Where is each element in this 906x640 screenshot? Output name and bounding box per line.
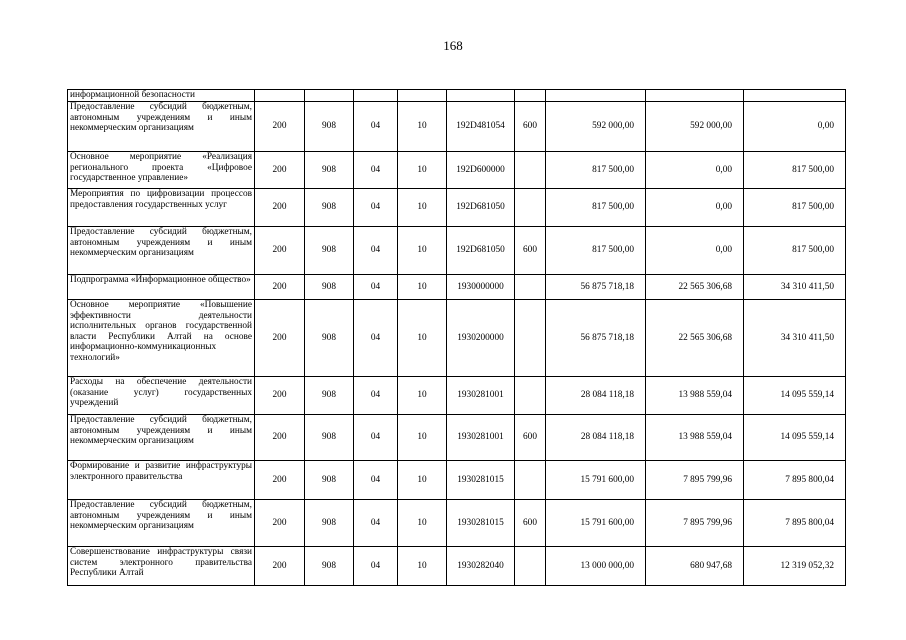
cell-department-code: 908: [305, 189, 354, 227]
cell-target-article-code: [447, 90, 515, 102]
table-row: [68, 102, 846, 152]
cell-expense-type-code: [515, 189, 546, 227]
table-row: [68, 300, 846, 377]
cell-admin-code: 200: [255, 189, 305, 227]
cell-expense-type-code: [515, 275, 546, 300]
cell-admin-code: 200: [255, 102, 305, 152]
cell-admin-code: [255, 90, 305, 102]
cell-amount-1: 15 791 600,00: [546, 500, 646, 547]
cell-description: Предоставление субсидий бюджетным, автономным учреждениям и иным некоммерческим организациям: [68, 415, 255, 461]
cell-description: Основное мероприятие «Реализация регионального проекта «Цифровое государственное управление»: [68, 152, 255, 189]
cell-department-code: 908: [305, 415, 354, 461]
cell-description: Предоставление субсидий бюджетным, автономным учреждениям и иным некоммерческим организациям: [68, 102, 255, 152]
cell-expense-type-code: 600: [515, 102, 546, 152]
cell-amount-2: 0,00: [646, 189, 744, 227]
cell-admin-code: 200: [255, 461, 305, 500]
cell-subsection-code: 10: [398, 377, 447, 415]
table-row: [68, 189, 846, 227]
cell-amount-3: 0,00: [744, 102, 846, 152]
cell-description: Подпрограмма «Информационное общество»: [68, 275, 255, 300]
cell-amount-3: [744, 90, 846, 102]
cell-subsection-code: 10: [398, 500, 447, 547]
cell-expense-type-code: [515, 547, 546, 586]
table-row: [68, 415, 846, 461]
cell-amount-1: [546, 90, 646, 102]
cell-amount-3: 7 895 800,04: [744, 461, 846, 500]
cell-subsection-code: 10: [398, 547, 447, 586]
cell-subsection-code: [398, 90, 447, 102]
cell-description: Совершенствование инфраструктуры связи систем электронного правительства Республики Алтай: [68, 547, 255, 586]
cell-section-code: 04: [354, 547, 398, 586]
cell-amount-1: 13 000 000,00: [546, 547, 646, 586]
cell-department-code: 908: [305, 461, 354, 500]
cell-target-article-code: 1930200000: [447, 300, 515, 377]
table-row: [68, 461, 846, 500]
cell-amount-1: 28 084 118,18: [546, 415, 646, 461]
cell-target-article-code: 192D481054: [447, 102, 515, 152]
cell-target-article-code: 192D600000: [447, 152, 515, 189]
cell-admin-code: 200: [255, 275, 305, 300]
cell-amount-1: 56 875 718,18: [546, 300, 646, 377]
cell-amount-3: 34 310 411,50: [744, 300, 846, 377]
cell-expense-type-code: [515, 300, 546, 377]
cell-description: Расходы на обеспечение деятельности (оказание услуг) государственных учреждений: [68, 377, 255, 415]
cell-target-article-code: 192D681050: [447, 227, 515, 275]
cell-subsection-code: 10: [398, 461, 447, 500]
cell-amount-2: [646, 90, 744, 102]
cell-description: Предоставление субсидий бюджетным, автономным учреждениям и иным некоммерческим организациям: [68, 227, 255, 275]
cell-target-article-code: 1930281001: [447, 415, 515, 461]
cell-expense-type-code: [515, 461, 546, 500]
cell-section-code: 04: [354, 300, 398, 377]
cell-amount-2: 7 895 799,96: [646, 461, 744, 500]
cell-amount-2: 0,00: [646, 227, 744, 275]
cell-amount-3: 817 500,00: [744, 227, 846, 275]
cell-section-code: 04: [354, 102, 398, 152]
cell-target-article-code: 1930282040: [447, 547, 515, 586]
table-row: [68, 275, 846, 300]
cell-section-code: 04: [354, 377, 398, 415]
cell-expense-type-code: [515, 377, 546, 415]
table-row: [68, 227, 846, 275]
table-row: [68, 90, 846, 102]
cell-amount-1: 28 084 118,18: [546, 377, 646, 415]
cell-admin-code: 200: [255, 300, 305, 377]
cell-amount-1: 592 000,00: [546, 102, 646, 152]
cell-section-code: [354, 90, 398, 102]
cell-target-article-code: 1930281015: [447, 500, 515, 547]
table-row: [68, 547, 846, 586]
cell-department-code: 908: [305, 377, 354, 415]
cell-target-article-code: 1930281015: [447, 461, 515, 500]
cell-section-code: 04: [354, 461, 398, 500]
cell-amount-3: 34 310 411,50: [744, 275, 846, 300]
cell-description: Предоставление субсидий бюджетным, автономным учреждениям и иным некоммерческим организациям: [68, 500, 255, 547]
cell-amount-3: 14 095 559,14: [744, 415, 846, 461]
cell-target-article-code: 192D681050: [447, 189, 515, 227]
cell-amount-3: 817 500,00: [744, 189, 846, 227]
cell-amount-3: 7 895 800,04: [744, 500, 846, 547]
cell-amount-2: 680 947,68: [646, 547, 744, 586]
cell-subsection-code: 10: [398, 152, 447, 189]
cell-expense-type-code: 600: [515, 415, 546, 461]
cell-target-article-code: 1930000000: [447, 275, 515, 300]
cell-amount-1: 817 500,00: [546, 189, 646, 227]
cell-expense-type-code: [515, 152, 546, 189]
cell-amount-2: 13 988 559,04: [646, 415, 744, 461]
cell-admin-code: 200: [255, 415, 305, 461]
cell-amount-1: 817 500,00: [546, 152, 646, 189]
cell-description: Мероприятия по цифровизации процессов предоставления государственных услуг: [68, 189, 255, 227]
cell-description: Формирование и развитие инфраструктуры электронного правительства: [68, 461, 255, 500]
cell-expense-type-code: 600: [515, 227, 546, 275]
cell-amount-2: 22 565 306,68: [646, 275, 744, 300]
cell-department-code: [305, 90, 354, 102]
cell-department-code: 908: [305, 500, 354, 547]
cell-target-article-code: 1930281001: [447, 377, 515, 415]
cell-subsection-code: 10: [398, 275, 447, 300]
cell-amount-1: 817 500,00: [546, 227, 646, 275]
cell-section-code: 04: [354, 415, 398, 461]
cell-amount-2: 13 988 559,04: [646, 377, 744, 415]
cell-amount-1: 56 875 718,18: [546, 275, 646, 300]
cell-section-code: 04: [354, 189, 398, 227]
cell-subsection-code: 10: [398, 189, 447, 227]
budget-table: [67, 89, 846, 586]
cell-amount-2: 592 000,00: [646, 102, 744, 152]
cell-amount-3: 14 095 559,14: [744, 377, 846, 415]
cell-amount-2: 7 895 799,96: [646, 500, 744, 547]
cell-section-code: 04: [354, 500, 398, 547]
page-number: 168: [443, 38, 463, 53]
cell-amount-3: 817 500,00: [744, 152, 846, 189]
cell-department-code: 908: [305, 152, 354, 189]
cell-expense-type-code: [515, 90, 546, 102]
cell-description: Основное мероприятие «Повышение эффективности деятельности исполнительных органов государственной власти Республики Алтай на основе информационно-коммуникационных технологий»: [68, 300, 255, 377]
cell-subsection-code: 10: [398, 102, 447, 152]
cell-department-code: 908: [305, 102, 354, 152]
cell-admin-code: 200: [255, 152, 305, 189]
cell-amount-3: 12 319 052,32: [744, 547, 846, 586]
cell-department-code: 908: [305, 300, 354, 377]
cell-amount-2: 0,00: [646, 152, 744, 189]
cell-subsection-code: 10: [398, 300, 447, 377]
table-row: [68, 152, 846, 189]
cell-admin-code: 200: [255, 227, 305, 275]
cell-section-code: 04: [354, 275, 398, 300]
cell-expense-type-code: 600: [515, 500, 546, 547]
table-row: [68, 500, 846, 547]
cell-subsection-code: 10: [398, 227, 447, 275]
cell-section-code: 04: [354, 227, 398, 275]
cell-admin-code: 200: [255, 500, 305, 547]
cell-admin-code: 200: [255, 547, 305, 586]
cell-section-code: 04: [354, 152, 398, 189]
cell-subsection-code: 10: [398, 415, 447, 461]
table-row: [68, 377, 846, 415]
cell-department-code: 908: [305, 547, 354, 586]
cell-description: информационной безопасности: [68, 90, 255, 102]
cell-department-code: 908: [305, 275, 354, 300]
cell-admin-code: 200: [255, 377, 305, 415]
cell-department-code: 908: [305, 227, 354, 275]
cell-amount-1: 15 791 600,00: [546, 461, 646, 500]
cell-amount-2: 22 565 306,68: [646, 300, 744, 377]
